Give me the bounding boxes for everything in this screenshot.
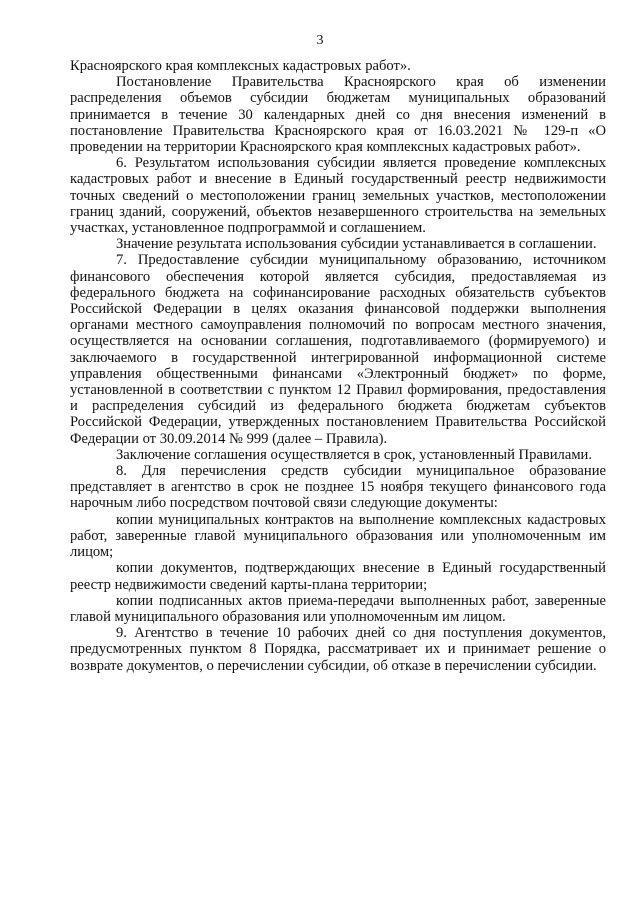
page-number: 3: [316, 33, 324, 48]
paragraph-item-7-agreement: 7. Предоставление субсидии муниципальному образованию, источником финансового обеспечения которой является субсидия, предоставляемая из федерального бюджета на софинансирование расходных обязательств субъектов Российской Федерации в целях оказания финансовой поддержки выполнения органами местного самоуправления полномочий по вопросам местного значения, осуществляется на основании соглашения, подготавливаемого (формируемого) и заключаемого в государственной интегрированной информационной системе управления общественными финансами «Электронный бюджет» по форме, установленной в соответствии с пунктом 12 Правил формирования, предоставления и распределения субсидий из федерального бюджета бюджетам субъектов Российской Федерации, утвержденных постановлением Правительства Российской Федерации от 30.09.2014 № 999 (далее – Правила).: [70, 252, 606, 447]
paragraph-continuation: Красноярского края комплексных кадастровых работ».: [70, 58, 411, 74]
paragraph-agreement-term: Заключение соглашения осуществляется в срок, установленный Правилами.: [116, 446, 593, 463]
paragraph-result-value: Значение результата использования субсидии устанавливается в соглашении.: [116, 236, 597, 253]
list-item-registry-documents: копии документов, подтверждающих внесение в Единый государственный реестр недвижимости сведений карты-плана территории;: [70, 560, 606, 593]
paragraph-item-8-documents: 8. Для перечисления средств субсидии муниципальное образование представляет в агентство в срок не позднее 15 ноября текущего финансового года нарочным либо посредством почтовой связи следующие документы:: [70, 463, 606, 512]
document-body: [70, 58, 606, 674]
list-item-acceptance-acts: копии подписанных актов приема-передачи выполненных работ, заверенные главой муниципального образования или уполномоченным им лицом.: [70, 592, 606, 625]
paragraph-item-9-review: 9. Агентство в течение 10 рабочих дней со дня поступления документов, предусмотренных пунктом 8 Порядка, рассматривает их и принимает решение о возврате документов, о перечислении субсидии, об отказе в перечислении субсидии.: [70, 625, 606, 674]
list-item-contracts: копии муниципальных контрактов на выполнение комплексных кадастровых работ, заверенные главой муниципального образования или уполномоченным им лицом;: [70, 511, 606, 561]
paragraph-item-6-result: 6. Результатом использования субсидии является проведение комплексных кадастровых работ и внесение в Единый государственный реестр недвижимости точных сведений о местоположении границ земельных участков, местоположении границ зданий, сооружений, объектов незавершенного строительства на земельных участках, установленное подпрограммой и соглашением.: [70, 155, 606, 237]
paragraph-resolution-change: Постановление Правительства Красноярского края об изменении распределения объемов субсидии бюджетам муниципальных образований принимается в течение 30 календарных дней со дня внесения изменений в постановление Правительства Красноярского края от 16.03.2021 № 129-п «О проведении на территории Красноярского края комплексных кадастровых работ».: [70, 74, 606, 156]
